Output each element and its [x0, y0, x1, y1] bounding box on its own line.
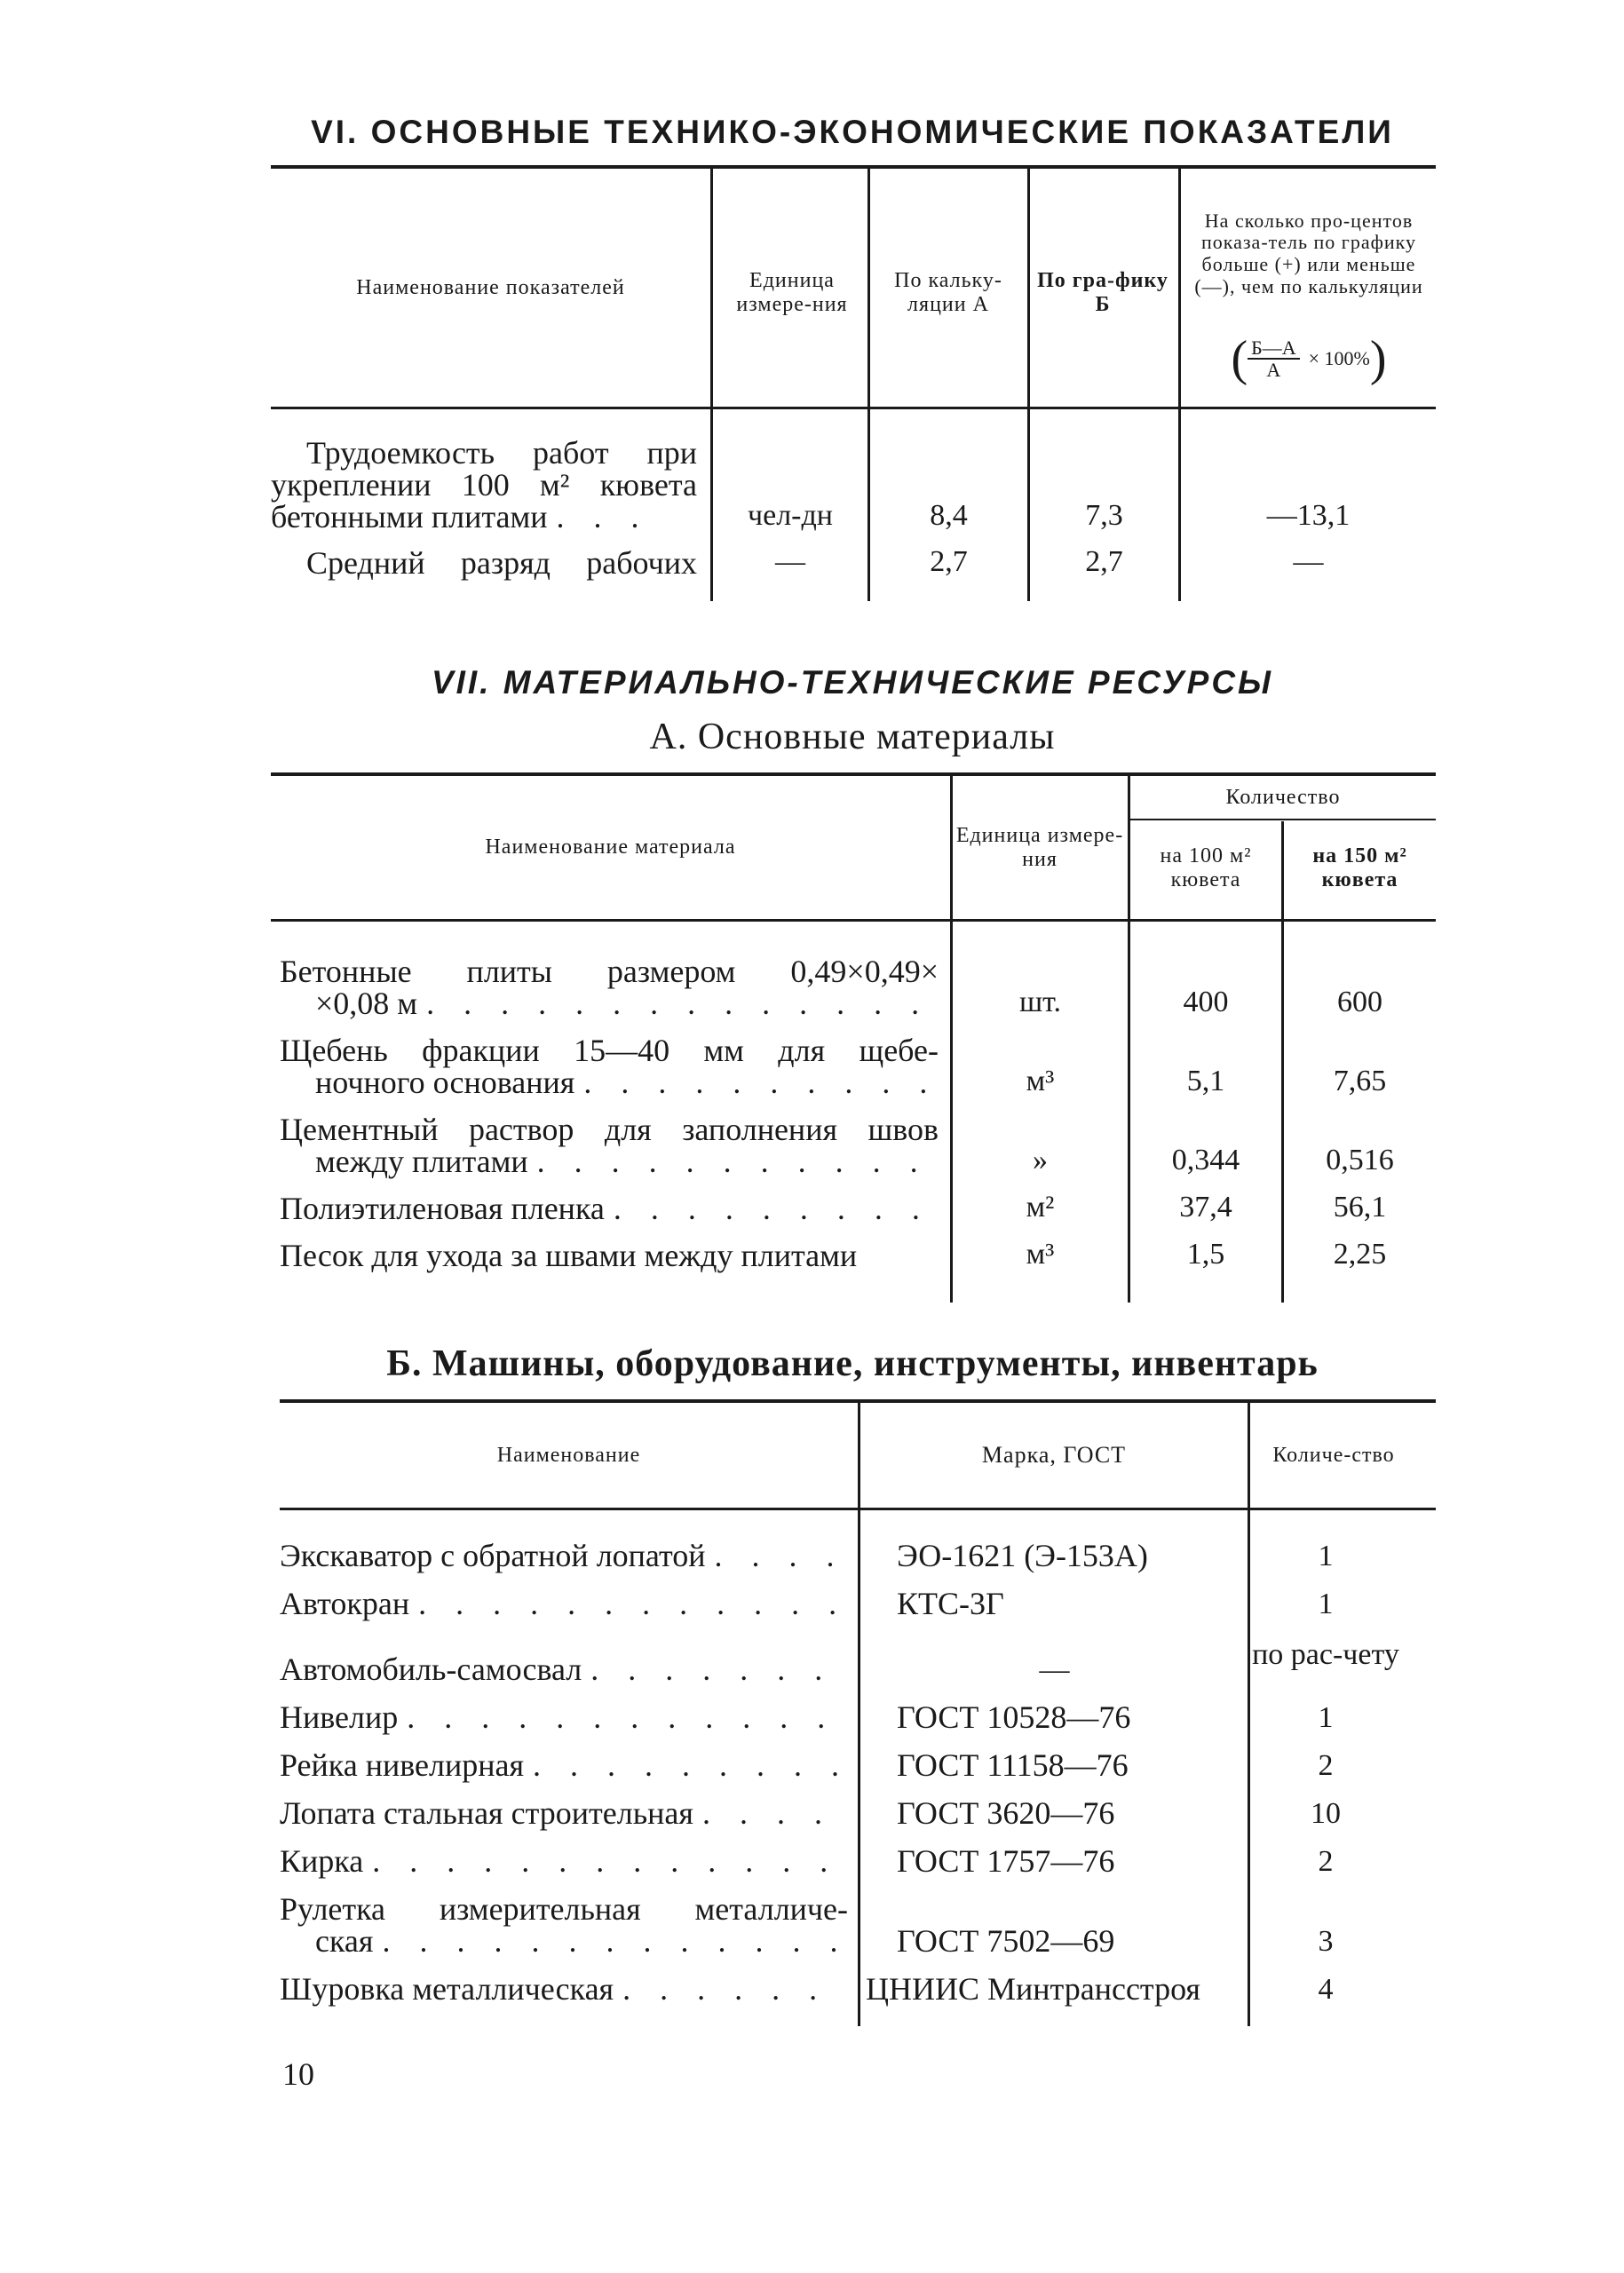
table1-calc-value: 8,4: [930, 499, 968, 532]
table2-qty-rule: [1130, 819, 1436, 820]
equipment-brand: ЦНИИС Минтрансстроя: [866, 1971, 1200, 2007]
material-q150: 7,65: [1333, 1065, 1387, 1097]
table1-row-name: Трудоемкость работ при: [306, 435, 697, 471]
material-unit: м³: [1026, 1238, 1055, 1271]
equipment-qty: 2: [1318, 1845, 1334, 1878]
equipment-qty: 3: [1318, 1925, 1334, 1958]
table1-row-name: укреплении 100 м² кювета: [271, 467, 697, 503]
formula-numerator: Б—А: [1248, 337, 1300, 360]
table3-header-name: Наименование: [496, 1443, 641, 1467]
material-q150: 0,516: [1326, 1144, 1394, 1176]
section-7-title: VII. МАТЕРИАЛЬНО-ТЕХНИЧЕСКИЕ РЕСУРСЫ: [431, 664, 1274, 701]
equipment-brand: —: [1039, 1653, 1070, 1686]
equipment-brand: ГОСТ 10528—76: [897, 1699, 1131, 1735]
table2-header-q100: на 100 м² кювета: [1160, 844, 1252, 891]
table1-header-calc: По кальку-ляции А: [894, 269, 1002, 316]
equipment-row-name: Рейка нивелирная . . .: [280, 1749, 848, 1781]
material-q100: 37,4: [1179, 1191, 1232, 1224]
table1-graph-value: 7,3: [1085, 499, 1123, 532]
material-unit: м³: [1026, 1065, 1055, 1097]
table1-header-graph: По гра-фику Б: [1037, 269, 1168, 316]
material-row-name: ×0,08 м . . .: [315, 987, 939, 1019]
equipment-row-name: Автокран . . .: [280, 1588, 848, 1620]
material-unit: шт.: [1019, 986, 1061, 1018]
equipment-qty: 4: [1318, 1973, 1334, 2006]
equipment-row-name: Автомобиль-самосвал . . .: [280, 1653, 848, 1685]
equipment-row-name: Кирка . . .: [280, 1845, 848, 1877]
table1-col-divider: [867, 169, 870, 601]
table1-row-name: Средний разряд рабочих: [306, 545, 697, 581]
equipment-qty: 1: [1318, 1588, 1334, 1620]
table1-percent-value: —13,1: [1266, 499, 1351, 532]
table2-header-qty: Количество: [1225, 785, 1341, 809]
table1-header-unit: Единица измере-ния: [736, 269, 848, 316]
table1-percent-value: —: [1293, 545, 1324, 578]
subsection-a-title: А. Основные материалы: [649, 717, 1056, 757]
equipment-brand: ГОСТ 11158—76: [897, 1747, 1129, 1783]
equipment-qty: 2: [1318, 1749, 1334, 1782]
equipment-qty: по рас-чету: [1252, 1637, 1399, 1671]
formula-suffix: × 100%: [1308, 346, 1370, 369]
table1-calc-value: 2,7: [930, 545, 968, 578]
equipment-brand: КТС-3Г: [897, 1586, 1004, 1621]
material-row-name: ночного основания . . .: [315, 1066, 939, 1098]
table2-header-q150: на 150 м² кювета: [1312, 844, 1407, 891]
table3-header-qty: Количе-ство: [1272, 1443, 1395, 1467]
equipment-brand: ЭО-1621 (Э-153А): [897, 1538, 1148, 1573]
material-row-name: Бетонные плиты размером 0,49×0,49×: [280, 954, 939, 989]
table2-header-unit: Единица измере-ния: [955, 823, 1124, 871]
equipment-brand: ГОСТ 7502—69: [897, 1923, 1115, 1959]
table3-header-rule: [280, 1508, 1436, 1510]
table1-col-divider: [1178, 169, 1181, 601]
equipment-brand: ГОСТ 3620—76: [897, 1795, 1115, 1831]
equipment-row-name: ская . . .: [315, 1925, 848, 1957]
equipment-row-name: Рулетка измерительная металличе-: [280, 1891, 848, 1927]
material-q150: 56,1: [1333, 1191, 1387, 1224]
section-6-title: VI. ОСНОВНЫЕ ТЕХНИКО-ЭКОНОМИЧЕСКИЕ ПОКАЗАТЕЛИ: [311, 114, 1394, 150]
material-q100: 400: [1183, 986, 1229, 1018]
table3-col-divider: [858, 1403, 860, 2026]
page-number: 10: [282, 2056, 314, 2092]
table1-unit-value: —: [775, 545, 805, 578]
table1-graph-value: 2,7: [1085, 545, 1123, 578]
material-row-name: между плитами . . .: [315, 1145, 939, 1177]
equipment-row-name: Лопата стальная строительная . . .: [280, 1797, 848, 1829]
formula-denominator: А: [1266, 359, 1281, 381]
equipment-row-name: Шуровка металлическая . . .: [280, 1973, 848, 2005]
material-q150: 600: [1337, 986, 1382, 1018]
equipment-qty: 1: [1318, 1701, 1334, 1734]
material-row-name: Цементный раствор для заполнения швов: [280, 1112, 939, 1147]
material-row-name: Песок для ухода за швами между плитами: [280, 1238, 858, 1273]
equipment-qty: 1: [1318, 1540, 1334, 1572]
equipment-qty: 10: [1311, 1797, 1341, 1830]
table2-header-name: Наименование материала: [485, 836, 736, 859]
table2-col-divider: [1281, 821, 1284, 1303]
material-q150: 2,25: [1333, 1238, 1387, 1271]
table1-col-divider: [710, 169, 713, 601]
material-unit: »: [1033, 1144, 1048, 1176]
material-row-name: Щебень фракции 15—40 мм для щебе-: [280, 1033, 939, 1068]
table1-header-rule: [271, 407, 1436, 409]
table2-header-rule: [271, 919, 1436, 922]
material-q100: 5,1: [1186, 1065, 1225, 1097]
table1-unit-value: чел-дн: [748, 499, 833, 532]
equipment-row-name: Экскаватор с обратной лопатой . . .: [280, 1540, 848, 1572]
table1-header-name: Наименование показателей: [356, 275, 625, 299]
table1-header-formula: ( $\frac{Б—А}{А}$ × 100% ): [1231, 331, 1387, 386]
table1-col-divider: [1027, 169, 1030, 601]
material-q100: 1,5: [1186, 1238, 1225, 1271]
table1-header-percent: На сколько про-центов показа-тель по графику больше (+) или меньше (—), чем по калькуляции: [1194, 209, 1423, 297]
table3-header-brand: Марка, ГОСТ: [981, 1442, 1127, 1469]
table1-row-name: бетонными плитами . . .: [271, 501, 697, 533]
material-row-name: Полиэтиленовая пленка . . .: [280, 1192, 939, 1224]
equipment-row-name: Нивелир . . .: [280, 1701, 848, 1733]
equipment-brand: ГОСТ 1757—76: [897, 1843, 1115, 1879]
subsection-b-title: Б. Машины, оборудование, инструменты, инвентарь: [386, 1343, 1319, 1384]
material-unit: м²: [1026, 1191, 1055, 1224]
material-q100: 0,344: [1171, 1144, 1240, 1176]
